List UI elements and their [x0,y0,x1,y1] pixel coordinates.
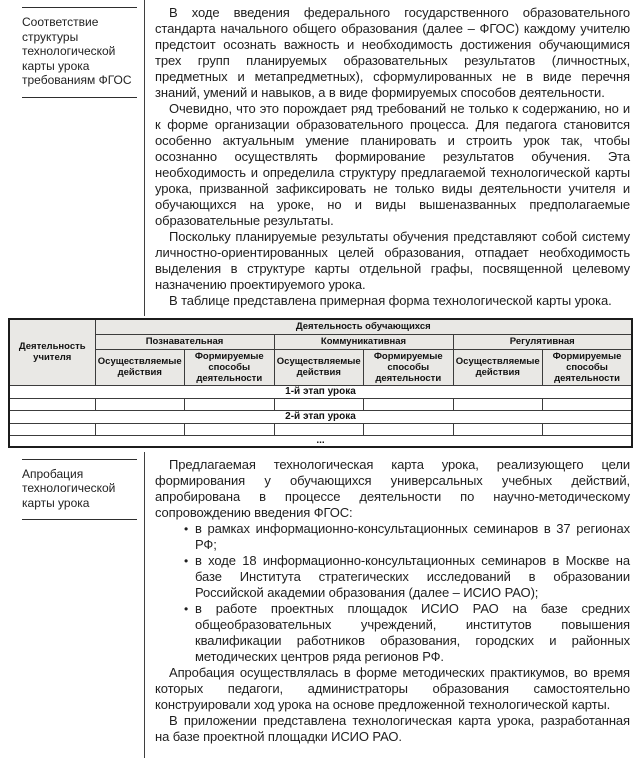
empty-cell [364,398,454,410]
bottom-margin-column [0,452,145,758]
header-methods-regulative: Формируемые способы деятельности [543,349,633,385]
empty-data-row [9,423,632,435]
header-actions-regulative: Осуществляемые действия [453,349,543,385]
list-item-seminars-regions: • в рамках информационно-консультационных семинаров в 37 регионах РФ; [183,521,630,553]
paragraph-appendix: В приложении представлена технологическая карта урока, разработанная на базе проектной площадки ИСИО РАО. [155,712,630,744]
empty-cell [95,423,185,435]
header-category-communicative: Коммуникативная [274,334,453,349]
margin-note-structure-compliance: Соответствие структуры технологической карты урока требованиям ФГОС [22,7,137,98]
header-methods-communicative: Формируемые способы деятельности [364,349,454,385]
empty-cell [543,423,633,435]
stage-row-2: 2-й этап урока [9,410,632,423]
empty-cell [95,398,185,410]
stage-row-1: 1-й этап урока [9,385,632,398]
header-students-activity: Деятельность обучающихся [95,319,632,334]
paragraph-table-lead-in: В таблице представлена примерная форма технологической карты урока. [169,293,612,308]
list-item-seminars-moscow: • в ходе 18 информационно-консультационных семинаров в Москве на базе Института стратегических исследований в образовании Российской академии образования (далее – ИСИО РАО); [183,553,630,601]
paragraph-planned-results: Поскольку планируемые результаты обучения представляют собой систему личностно-ориентированных целей образования, отпадает необходимость выделения в структуре карты отдельной графы, посвященной целевому назначению проектируемого урока. [155,229,630,292]
empty-cell [274,423,364,435]
header-category-regulative: Регулятивная [453,334,632,349]
empty-cell [274,398,364,410]
empty-cell [453,423,543,435]
empty-cell [9,423,95,435]
empty-cell [185,423,275,435]
empty-cell [364,423,454,435]
paragraph-fgos-intro: В ходе введения федерального государственного образовательного стандарта начального общего образования (далее – ФГОС) каждому учителю предстоит осознать важность и необходимость достижения обучающимися трех групп планируемых образовательных результатов (личностных, предметных и метапредметных), сформулированных не в виде перечня знаний, умений и навыков, а в виде формируемых способов деятельности. [155,5,630,100]
paragraph-requirements: Очевидно, что это порождает ряд требований не только к содержанию, но и к форме организации образовательного процесса. Для педагога становится особенно актуальным умение планировать и строить урок так, чтобы осознанно осуществлять формирование результатов обучения. Эта необходимость и определила структуру предлагаемой технологической карты урока, призванной зафиксировать не только виды деятельности учителя и обучающихся на уроке, но и виды вышеназванных предполагаемые образовательные результаты. [155,101,630,228]
bottom-body-text [145,452,641,758]
empty-data-row [9,398,632,410]
paragraph-approbation-form: Апробация осуществлялась в форме методических практикумов, во время которых педагоги, администраторы образования самостоятельно конструировали ход урока на основе предложенной технологической карты. [155,664,630,712]
top-body-text [145,0,641,316]
header-category-cognitive: Познавательная [95,334,274,349]
list-item-project-sites: • в работе проектных площадок ИСИО РАО на базе средних общеобразовательных учреждений, институтов повышения квалификации работников образования, городских и районных методических центров ряда регионов РФ. [183,601,630,665]
paragraph-approbation-intro: Предлагаемая технологическая карта урока, реализующего цели формирования у обучающихся универсальных учебных действий, апробирована в процессе деятельности по научно-методическому сопровождению введения ФГОС: [155,456,630,520]
ellipsis-row: ... [9,435,632,447]
empty-cell [543,398,633,410]
header-actions-communicative: Осуществляемые действия [274,349,364,385]
approbation-list [183,521,630,665]
header-methods-cognitive: Формируемые способы деятельности [185,349,275,385]
empty-cell [453,398,543,410]
top-margin-column [0,0,145,316]
margin-note-approbation: Апробация технологической карты урока [22,459,137,521]
empty-cell [185,398,275,410]
top-section [0,0,641,316]
header-actions-cognitive: Осуществляемые действия [95,349,185,385]
header-teacher-activity: Деятельность учителя [9,319,95,385]
empty-cell [9,398,95,410]
bottom-section [0,452,641,758]
lesson-tech-map-table [8,318,633,448]
